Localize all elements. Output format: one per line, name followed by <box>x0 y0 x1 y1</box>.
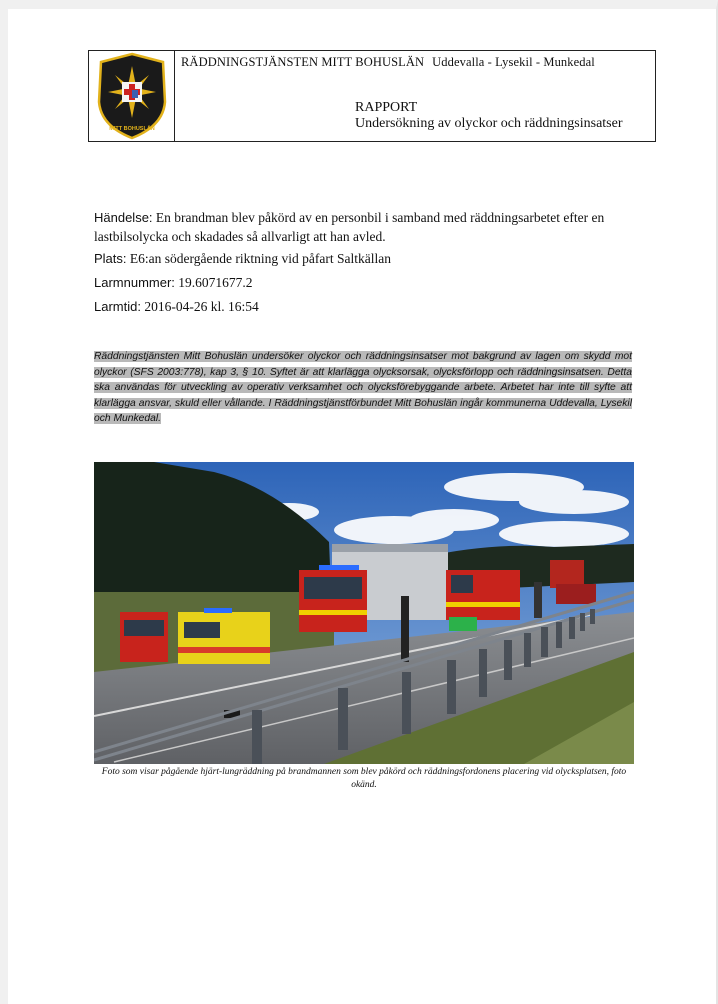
org-name: RÄDDNINGSTJÄNSTEN MITT BOHUSLÄN <box>181 55 425 69</box>
report-subtitle: Undersökning av olyckor och räddningsinsatser <box>355 116 623 131</box>
report-title: RAPPORT <box>355 100 418 115</box>
larmnummer-value: 19.6071677.2 <box>174 275 253 290</box>
intro-paragraph <box>94 349 632 427</box>
accident-scene-image <box>94 462 634 764</box>
intro-text: Räddningstjänsten Mitt Bohuslän undersöker olyckor och räddningsinsatser mot bakgrund av lagen om skydd mot olyckor (SFS 2003:778), kap 3, § 10. Syftet är att klarlägga olycksorsak, olycksförlopp och räddningsinsatsen. Detta ska användas för utveckling av operativ verksamhet och olycksförebyggande arbete. Arbetet har inte till syfte att klarlägga ansvar, skuld eller vållande. I Räddningstjänstförbundet Mitt Bohuslän ingår kommunerna Uddevalla, Lysekil och Munkedal. <box>94 351 632 424</box>
larmtid-field <box>94 297 634 316</box>
larmnummer-field <box>94 273 634 292</box>
photo-caption: Foto som visar pågående hjärt-lungräddning på brandmannen som blev påkörd och räddningsfordonens placering vid olycksplatsen, foto okänd. <box>101 767 627 790</box>
header-text-cell <box>175 51 655 141</box>
fire-service-logo-icon <box>93 52 171 140</box>
plats-label: Plats: <box>94 251 127 266</box>
handelse-label: Händelse: <box>94 210 153 225</box>
handelse-value: En brandman blev påkörd av en personbil i samband med räddningsarbetet efter en lastbilsolycka och skadades så allvarligt att han avled. <box>94 210 605 244</box>
plats-value: E6:an södergående riktning vid påfart Saltkällan <box>126 251 391 266</box>
larmtid-label: Larmtid: <box>94 299 141 314</box>
report-header <box>88 50 656 142</box>
plats-field <box>94 249 634 268</box>
org-line <box>181 55 595 70</box>
accident-photo <box>94 462 634 764</box>
larmnummer-label: Larmnummer: <box>94 275 175 290</box>
handelse-field <box>94 208 634 246</box>
logo-cell <box>89 51 175 141</box>
org-cities: Uddevalla - Lysekil - Munkedal <box>432 55 595 69</box>
larmtid-value: 2016-04-26 kl. 16:54 <box>140 299 259 314</box>
report-heading <box>355 100 623 132</box>
svg-text:MITT BOHUSLÄN: MITT BOHUSLÄN <box>108 126 155 132</box>
